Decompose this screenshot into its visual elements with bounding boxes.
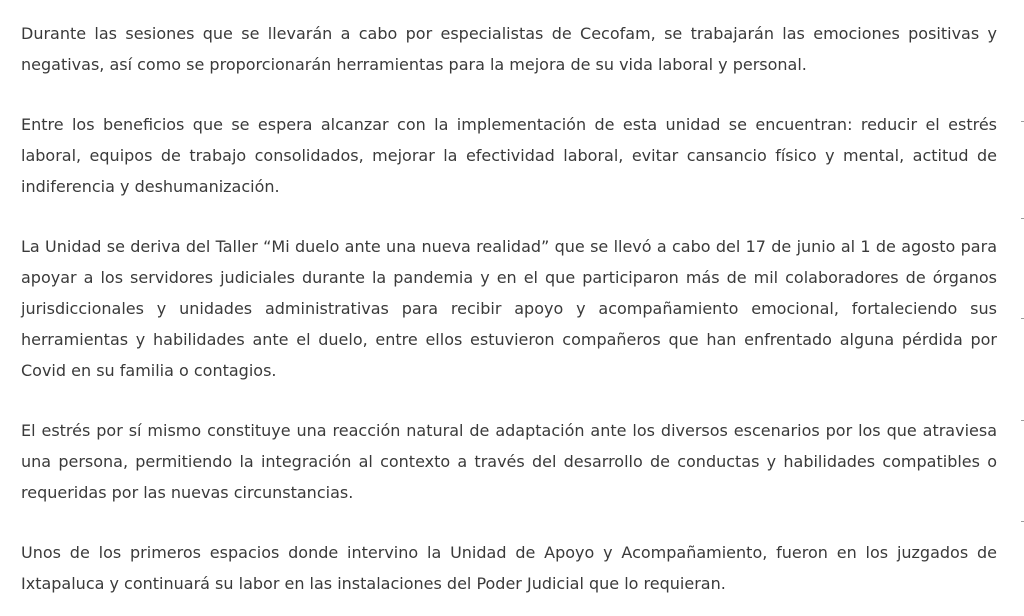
paragraph-benefits: Entre los beneficios que se espera alcanzar con la implementación de esta unidad se encuentran: reducir el estrés laboral, equipos de trabajo consolidados, mejorar la efectividad laboral, evitar cansancio físico y mental, actitud de indiferencia y deshumanización. bbox=[21, 115, 997, 196]
paragraph-first-spaces: Unos de los primeros espacios donde intervino la Unidad de Apoyo y Acompañamiento, fueron en los juzgados de Ixtapaluca y continuará su labor en las instalaciones del Poder Judicial que lo requieran. bbox=[21, 543, 997, 593]
paragraph-workshop-origin: La Unidad se deriva del Taller “Mi duelo ante una nueva realidad” que se llevó a cabo del 17 de junio al 1 de agosto para apoyar a los servidores judiciales durante la pandemia y en el que participaron más de mil colaboradores de órganos jurisdiccionales y unidades administrativas para recibir apoyo y acompañamiento emocional, fortaleciendo sus herramientas y habilidades ante el duelo, entre ellos estuvieron compañeros que han enfrentado alguna pérdida por Covid en su familia o contagios. bbox=[21, 237, 997, 380]
paragraph-stress: El estrés por sí mismo constituye una reacción natural de adaptación ante los diversos escenarios por los que atraviesa una persona, permitiendo la integración al contexto a través del desarrollo de conductas y habilidades compatibles o requeridas por las nuevas circunstancias. bbox=[21, 421, 997, 502]
paragraph-sessions: Durante las sesiones que se llevarán a cabo por especialistas de Cecofam, se trabajarán las emociones positivas y negativas, así como se proporcionarán herramientas para la mejora de su vida laboral y personal. bbox=[21, 24, 997, 74]
article-body bbox=[21, 18, 997, 599]
